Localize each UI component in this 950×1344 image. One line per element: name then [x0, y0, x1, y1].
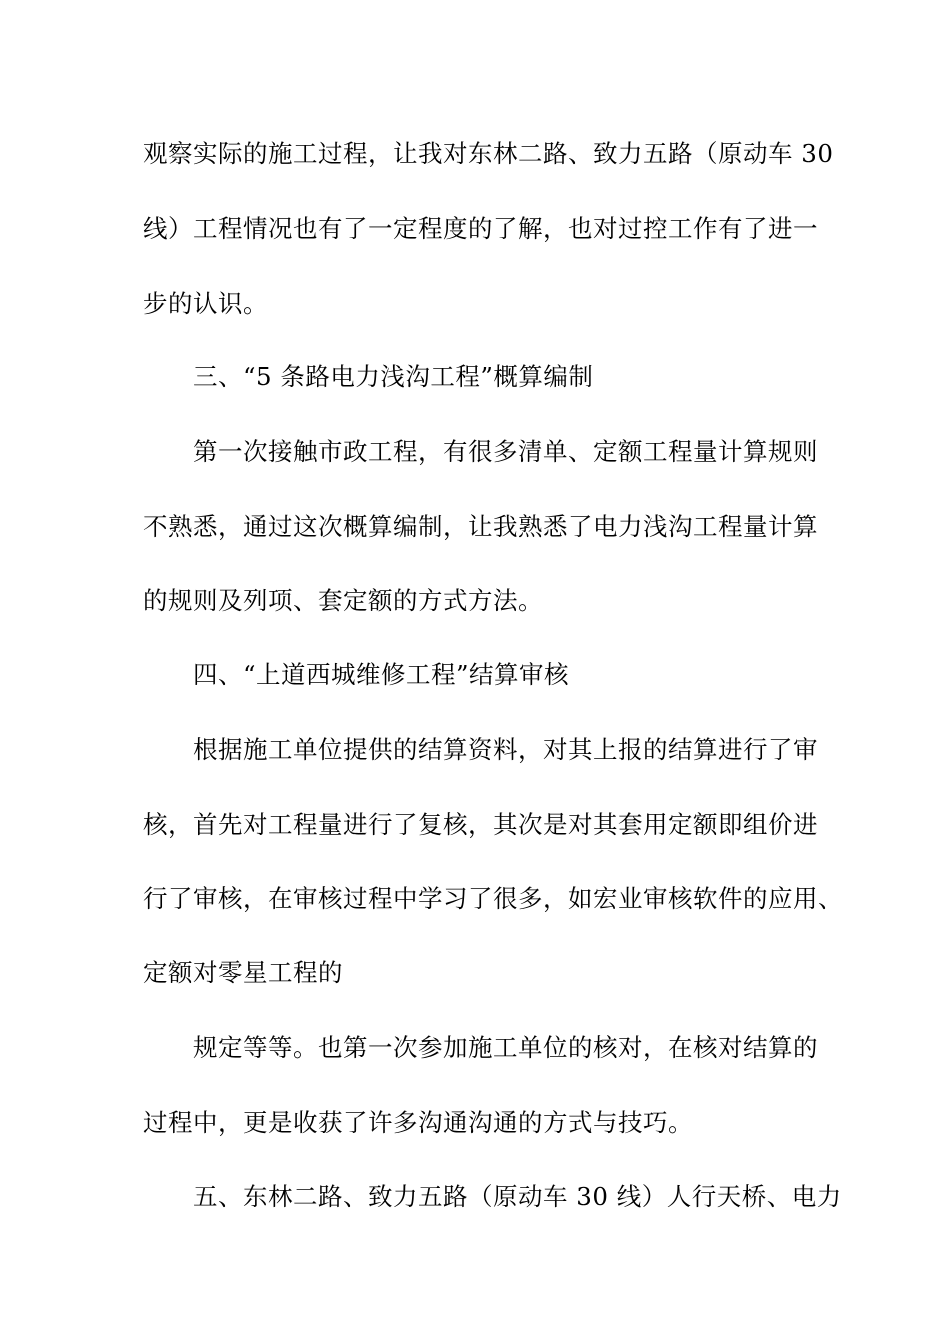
text-line-7: 的规则及列项、套定额的方式方法。 — [143, 586, 543, 615]
text-line-1: 观察实际的施工过程，让我对东林二路、致力五路（原动车 30 — [143, 139, 834, 168]
text-line-5: 第一次接触市政工程，有很多清单、定额工程量计算规则 — [193, 437, 818, 466]
text-line-6: 不熟悉，通过这次概算编制，让我熟悉了电力浅沟工程量计算 — [143, 512, 818, 541]
text-line-14: 过程中，更是收获了许多沟通沟通的方式与技巧。 — [143, 1108, 693, 1137]
text-line-9: 根据施工单位提供的结算资料，对其上报的结算进行了审 — [193, 735, 818, 764]
text-line-10: 核，首先对工程量进行了复核，其次是对其套用定额即组价进 — [143, 810, 818, 839]
section-heading-3: 三、“5 条路电力浅沟工程”概算编制 — [193, 362, 594, 391]
text-line-11: 行了审核，在审核过程中学习了很多，如宏业审核软件的应用、 — [143, 884, 843, 913]
text-line-3: 步的认识。 — [143, 289, 268, 318]
text-line-2: 线）工程情况也有了一定程度的了解，也对过控工作有了进一 — [143, 214, 818, 243]
text-line-13: 规定等等。也第一次参加施工单位的核对，在核对结算的 — [193, 1033, 818, 1062]
text-line-12: 定额对零星工程的 — [143, 958, 343, 987]
section-heading-5: 五、东林二路、致力五路（原动车 30 线）人行天桥、电力 — [193, 1182, 842, 1211]
section-heading-4: 四、“上道西城维修工程”结算审核 — [193, 660, 570, 689]
